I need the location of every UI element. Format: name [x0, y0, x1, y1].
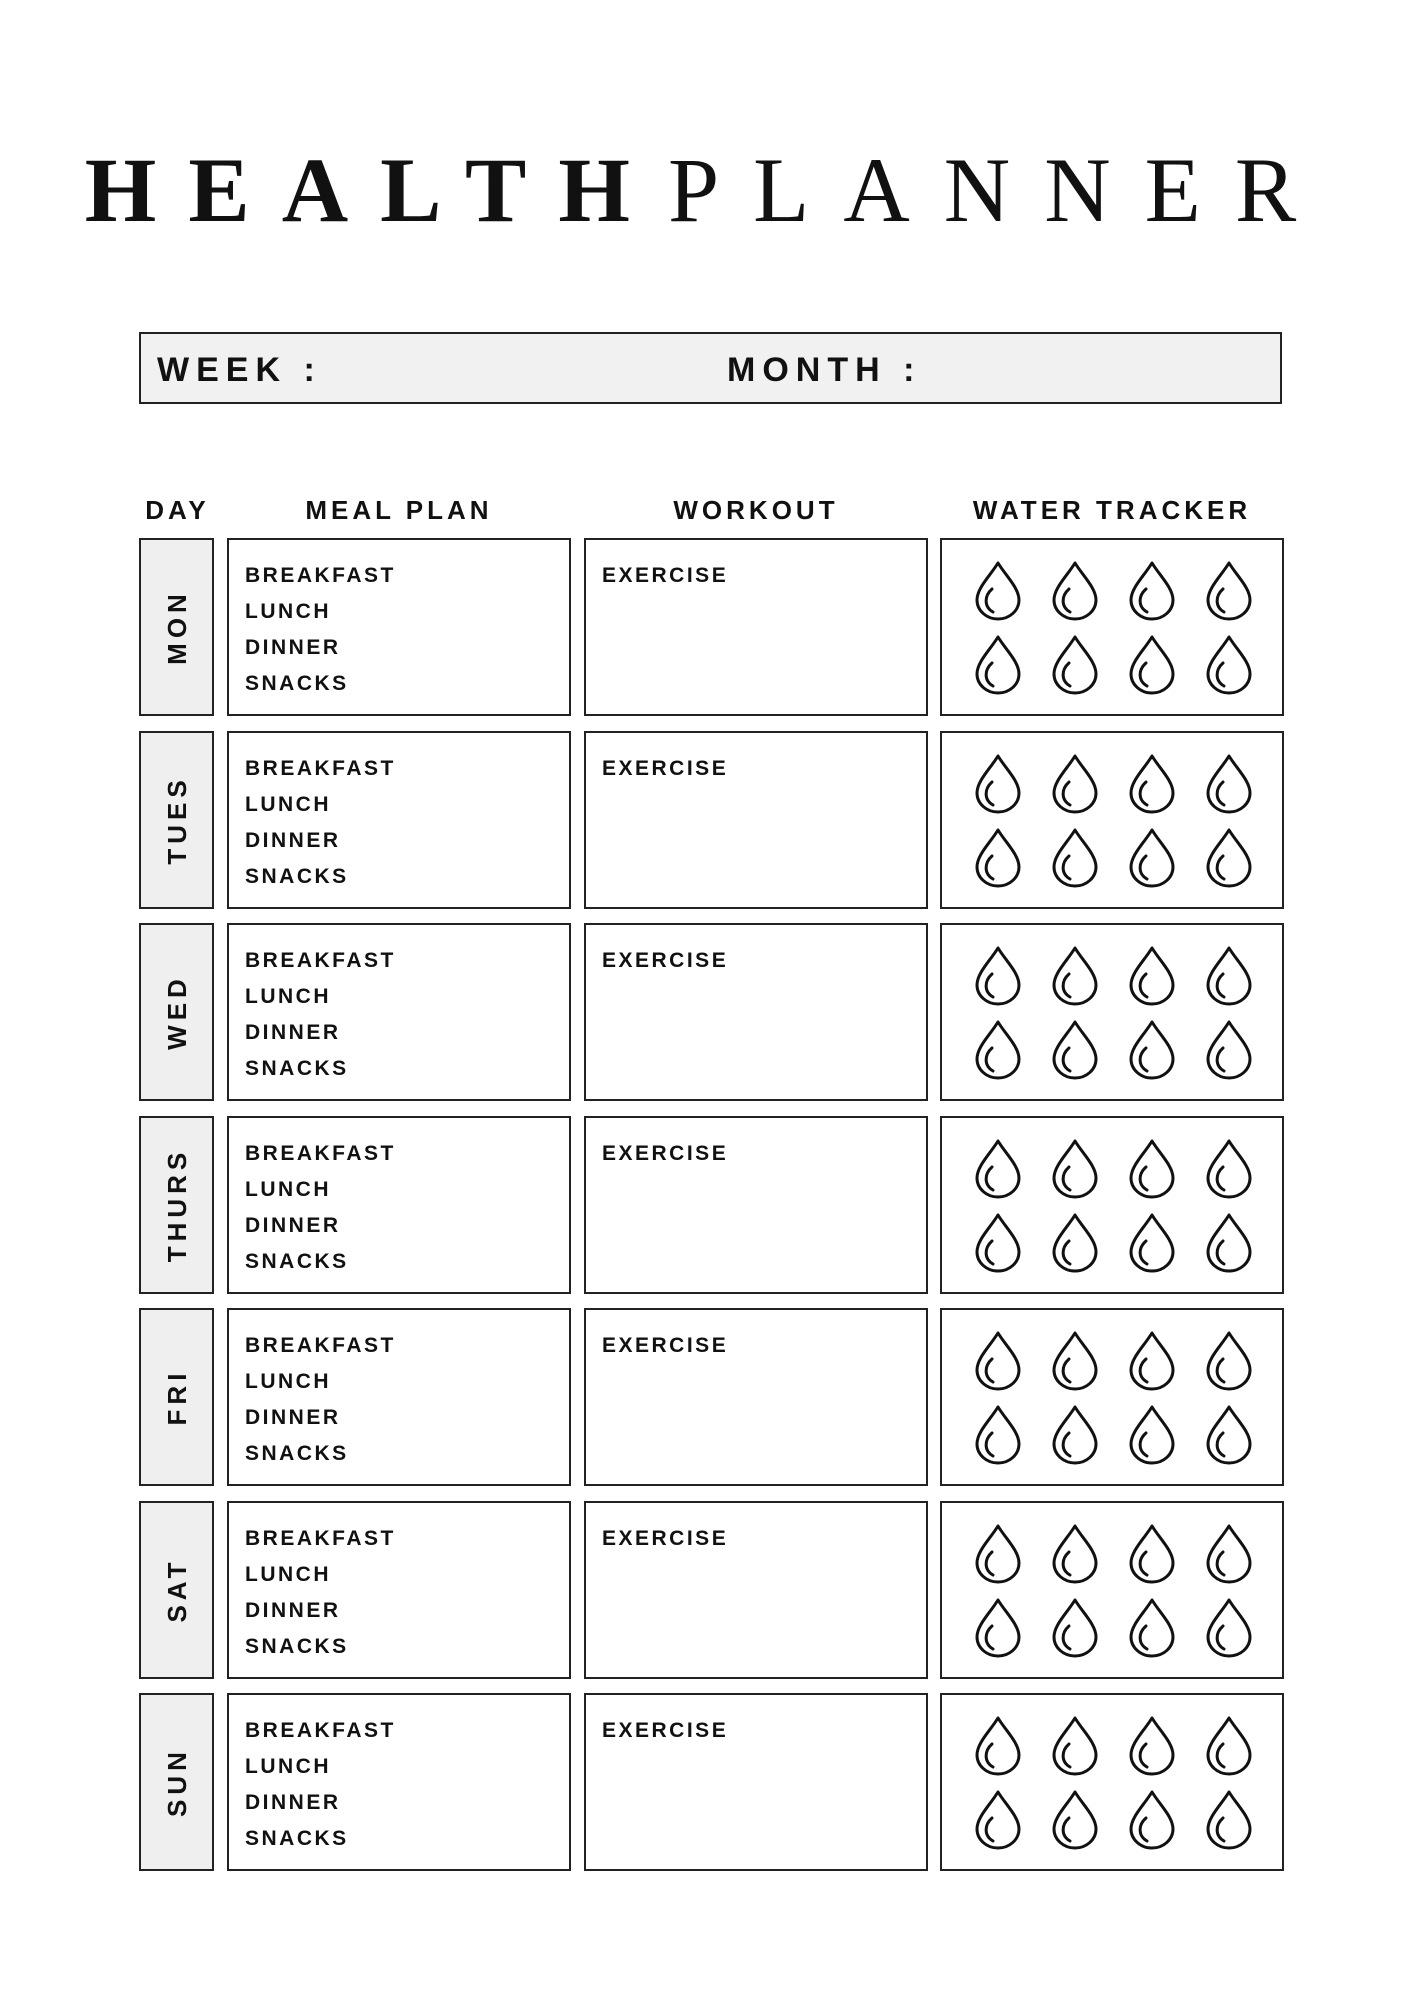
meal-plan-cell[interactable] — [227, 1116, 571, 1294]
water-drop-icon[interactable] — [1049, 1019, 1101, 1081]
meal-label: BREAKFAST — [245, 1334, 396, 1357]
week-month-bar — [139, 332, 1282, 404]
exercise-label: EXERCISE — [602, 1527, 729, 1550]
water-drops — [972, 945, 1282, 1085]
day-label: TUES — [161, 775, 192, 865]
water-drop-icon[interactable] — [1203, 1019, 1255, 1081]
meal-label: LUNCH — [245, 985, 331, 1008]
day-cell — [139, 1308, 214, 1486]
week-label: WEEK : — [157, 351, 322, 389]
meal-label: DINNER — [245, 829, 341, 852]
workout-cell[interactable] — [584, 1116, 928, 1294]
water-drop-icon[interactable] — [1049, 945, 1101, 1007]
water-drops — [972, 1330, 1282, 1470]
water-drop-icon[interactable] — [1203, 945, 1255, 1007]
water-drop-icon[interactable] — [1049, 1597, 1101, 1659]
meal-label: DINNER — [245, 1021, 341, 1044]
exercise-label: EXERCISE — [602, 949, 729, 972]
water-drop-icon[interactable] — [1126, 1789, 1178, 1851]
meal-label: SNACKS — [245, 1635, 349, 1658]
water-drop-icon[interactable] — [1049, 1404, 1101, 1466]
water-drop-icon[interactable] — [1203, 1597, 1255, 1659]
water-drop-icon[interactable] — [1126, 1212, 1178, 1274]
meal-plan-cell[interactable] — [227, 1308, 571, 1486]
meal-list — [245, 943, 396, 1087]
meal-label: LUNCH — [245, 1563, 331, 1586]
exercise-label: EXERCISE — [602, 1142, 729, 1165]
day-cell — [139, 923, 214, 1101]
meal-list — [245, 751, 396, 895]
water-tracker-cell — [940, 1308, 1284, 1486]
water-drop-icon[interactable] — [1126, 634, 1178, 696]
water-drop-icon[interactable] — [1126, 1523, 1178, 1585]
day-cell — [139, 538, 214, 716]
water-drop-icon[interactable] — [1203, 1404, 1255, 1466]
meal-label: DINNER — [245, 636, 341, 659]
exercise-label: EXERCISE — [602, 1719, 729, 1742]
meal-list — [245, 558, 396, 702]
meal-label: SNACKS — [245, 1057, 349, 1080]
meal-label: SNACKS — [245, 672, 349, 695]
day-cell — [139, 731, 214, 909]
title-health: HEALTH — [84, 139, 662, 241]
workout-cell[interactable] — [584, 538, 928, 716]
water-drop-icon[interactable] — [1203, 634, 1255, 696]
day-label: THURS — [161, 1147, 192, 1263]
water-drop-icon[interactable] — [1049, 634, 1101, 696]
meal-list — [245, 1328, 396, 1472]
meal-plan-cell[interactable] — [227, 923, 571, 1101]
exercise-label: EXERCISE — [602, 564, 729, 587]
water-drop-icon[interactable] — [1049, 1138, 1101, 1200]
water-drop-icon[interactable] — [1049, 560, 1101, 622]
water-drops — [972, 1523, 1282, 1663]
header-workout: WORKOUT — [673, 495, 839, 525]
water-drop-icon[interactable] — [972, 945, 1024, 1007]
water-drop-icon[interactable] — [972, 1523, 1024, 1585]
water-tracker-cell — [940, 923, 1284, 1101]
water-drop-icon[interactable] — [1203, 753, 1255, 815]
day-label: FRI — [161, 1368, 192, 1426]
water-drop-icon[interactable] — [1203, 560, 1255, 622]
meal-label: SNACKS — [245, 1827, 349, 1850]
meal-plan-cell[interactable] — [227, 1693, 571, 1871]
water-drop-icon[interactable] — [1049, 827, 1101, 889]
page-title — [0, 140, 1415, 240]
water-drop-icon[interactable] — [972, 1789, 1024, 1851]
meal-label: SNACKS — [245, 1442, 349, 1465]
meal-label: LUNCH — [245, 1755, 331, 1778]
day-cell — [139, 1693, 214, 1871]
water-drop-icon[interactable] — [972, 1330, 1024, 1392]
meal-plan-cell[interactable] — [227, 538, 571, 716]
water-drop-icon[interactable] — [1203, 1789, 1255, 1851]
water-drop-icon[interactable] — [1049, 1715, 1101, 1777]
water-tracker-cell — [940, 731, 1284, 909]
meal-list — [245, 1521, 396, 1665]
water-drop-icon[interactable] — [1126, 1138, 1178, 1200]
water-drop-icon[interactable] — [1126, 1404, 1178, 1466]
workout-cell[interactable] — [584, 1693, 928, 1871]
water-tracker-cell — [940, 1116, 1284, 1294]
water-drop-icon[interactable] — [1203, 827, 1255, 889]
meal-label: BREAKFAST — [245, 949, 396, 972]
water-drop-icon[interactable] — [972, 560, 1024, 622]
workout-cell[interactable] — [584, 731, 928, 909]
water-drop-icon[interactable] — [1203, 1715, 1255, 1777]
day-cell — [139, 1116, 214, 1294]
water-drop-icon[interactable] — [972, 1404, 1024, 1466]
meal-label: BREAKFAST — [245, 1142, 396, 1165]
water-drop-icon[interactable] — [1203, 1523, 1255, 1585]
meal-label: LUNCH — [245, 1178, 331, 1201]
meal-label: DINNER — [245, 1599, 341, 1622]
water-drop-icon[interactable] — [1049, 1212, 1101, 1274]
water-drop-icon[interactable] — [1126, 1715, 1178, 1777]
water-drop-icon[interactable] — [1126, 1019, 1178, 1081]
header-meal-plan: MEAL PLAN — [305, 495, 493, 525]
meal-label: BREAKFAST — [245, 757, 396, 780]
workout-cell[interactable] — [584, 1501, 928, 1679]
water-drop-icon[interactable] — [1049, 1330, 1101, 1392]
meal-label: DINNER — [245, 1791, 341, 1814]
meal-label: SNACKS — [245, 865, 349, 888]
water-drop-icon[interactable] — [972, 1715, 1024, 1777]
day-label: SUN — [161, 1747, 192, 1817]
workout-cell[interactable] — [584, 1308, 928, 1486]
water-tracker-cell — [940, 1693, 1284, 1871]
water-drop-icon[interactable] — [1126, 753, 1178, 815]
day-cell — [139, 1501, 214, 1679]
water-drop-icon[interactable] — [1203, 1330, 1255, 1392]
meal-label: BREAKFAST — [245, 1527, 396, 1550]
meal-list — [245, 1136, 396, 1280]
meal-label: DINNER — [245, 1214, 341, 1237]
water-drop-icon[interactable] — [1126, 1330, 1178, 1392]
water-drop-icon[interactable] — [972, 1138, 1024, 1200]
water-drop-icon[interactable] — [1203, 1138, 1255, 1200]
meal-label: LUNCH — [245, 600, 331, 623]
water-drop-icon[interactable] — [1049, 753, 1101, 815]
water-drop-icon[interactable] — [972, 827, 1024, 889]
meal-label: BREAKFAST — [245, 564, 396, 587]
water-drops — [972, 753, 1282, 893]
water-drop-icon[interactable] — [1126, 560, 1178, 622]
meal-plan-cell[interactable] — [227, 1501, 571, 1679]
exercise-label: EXERCISE — [602, 1334, 729, 1357]
water-drop-icon[interactable] — [1126, 945, 1178, 1007]
day-label: MON — [161, 589, 192, 665]
meal-label: LUNCH — [245, 793, 331, 816]
meal-label: LUNCH — [245, 1370, 331, 1393]
water-drop-icon[interactable] — [972, 1019, 1024, 1081]
water-drop-icon[interactable] — [972, 1597, 1024, 1659]
water-drops — [972, 1138, 1282, 1278]
water-drop-icon[interactable] — [1126, 1597, 1178, 1659]
water-drop-icon[interactable] — [1203, 1212, 1255, 1274]
water-drop-icon[interactable] — [1049, 1789, 1101, 1851]
water-drop-icon[interactable] — [972, 753, 1024, 815]
water-drops — [972, 1715, 1282, 1855]
meal-label: SNACKS — [245, 1250, 349, 1273]
title-planner: PLANNER — [667, 139, 1331, 241]
water-drop-icon[interactable] — [972, 1212, 1024, 1274]
water-tracker-cell — [940, 538, 1284, 716]
water-drop-icon[interactable] — [972, 634, 1024, 696]
meal-plan-cell[interactable] — [227, 731, 571, 909]
workout-cell[interactable] — [584, 923, 928, 1101]
header-day: DAY — [145, 495, 210, 525]
meal-label: DINNER — [245, 1406, 341, 1429]
month-label: MONTH : — [727, 351, 922, 389]
exercise-label: EXERCISE — [602, 757, 729, 780]
water-drop-icon[interactable] — [1049, 1523, 1101, 1585]
meal-label: BREAKFAST — [245, 1719, 396, 1742]
header-water-tracker: WATER TRACKER — [972, 495, 1252, 525]
water-drops — [972, 560, 1282, 700]
meal-list — [245, 1713, 396, 1857]
water-tracker-cell — [940, 1501, 1284, 1679]
day-label: SAT — [161, 1557, 192, 1623]
day-label: WED — [161, 974, 192, 1050]
water-drop-icon[interactable] — [1126, 827, 1178, 889]
